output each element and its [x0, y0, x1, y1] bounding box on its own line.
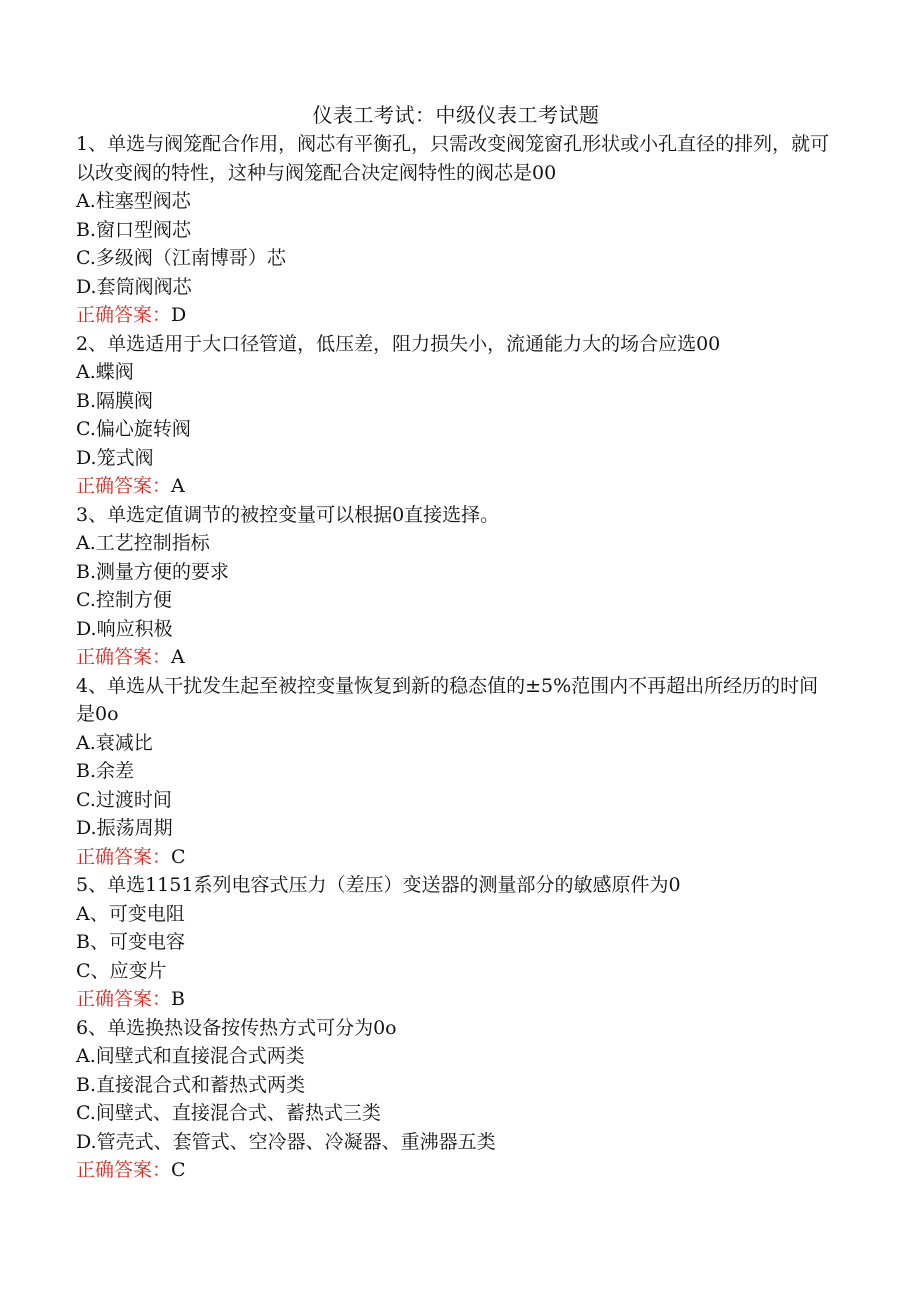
answer-value: A [171, 475, 185, 497]
answer-value: D [171, 304, 187, 326]
option-c: C、应变片 [76, 959, 167, 982]
answer-value: C [171, 1159, 186, 1181]
question-stem: 1、单选与阀笼配合作用，阀芯有平衡孔，只需改变阀笼窗孔形状或小孔直径的排列，就可以改变阀的特性，这种与阀笼配合决定阀特性的阀芯是00 [76, 133, 830, 184]
answer-label: 正确答案： [76, 988, 172, 1010]
option-a: A.柱塞型阀芯 [76, 190, 191, 212]
question-stem: 2、单选适用于大口径管道，低压差，阻力损失小，流通能力大的场合应选00 [76, 332, 721, 355]
option-d: D.套筒阀阀芯 [76, 275, 192, 298]
option-c: C.偏心旋转阀 [76, 418, 191, 440]
option-b: B、可变电容 [76, 931, 185, 953]
correct-answer [76, 472, 836, 501]
question-stem: 6、单选换热设备按传热方式可分为0o [76, 1016, 397, 1039]
question-6 [76, 1014, 836, 1185]
answer-label: 正确答案： [76, 304, 172, 326]
answer-value: C [171, 845, 186, 868]
answer-label: 正确答案： [76, 475, 172, 497]
question-4 [76, 672, 836, 872]
page-title: 仪表工考试：中级仪表工考试题 [312, 103, 600, 127]
correct-answer [76, 643, 836, 672]
option-d: D.响应积极 [76, 617, 173, 640]
answer-label: 正确答案： [76, 646, 172, 668]
correct-answer [76, 301, 836, 330]
question-1 [76, 130, 836, 330]
option-a: A、可变电阻 [76, 902, 185, 925]
correct-answer [76, 985, 836, 1014]
exam-page [76, 100, 836, 1185]
option-c: C.过渡时间 [76, 788, 172, 811]
option-b: B.隔膜阀 [76, 389, 154, 412]
option-b: B.测量方便的要求 [76, 560, 230, 583]
answer-value: A [171, 646, 185, 668]
option-d: D.笼式阀 [76, 446, 154, 469]
question-stem: 5、单选1151系列电容式压力（差压）变送器的测量部分的敏感原件为0 [76, 874, 681, 896]
option-b: B.窗口型阀芯 [76, 218, 192, 241]
option-b: B.余差 [76, 760, 135, 782]
option-d: D.管壳式、套管式、空冷器、冷凝器、重沸器五类 [76, 1130, 496, 1153]
answer-label: 正确答案： [76, 845, 172, 868]
option-c: C.控制方便 [76, 589, 172, 611]
option-d: D.振荡周期 [76, 817, 173, 839]
question-3 [76, 501, 836, 672]
answer-label: 正确答案： [76, 1159, 172, 1181]
option-b: B.直接混合式和蓄热式两类 [76, 1073, 306, 1096]
correct-answer [76, 1156, 836, 1185]
question-stem: 4、单选从干扰发生起至被控变量恢复到新的稳态值的±5%范围内不再超出所经历的时间是0o [76, 674, 819, 725]
option-a: A.间壁式和直接混合式两类 [76, 1045, 305, 1067]
option-a: A.工艺控制指标 [76, 532, 210, 554]
answer-value: B [171, 988, 185, 1010]
question-5 [76, 871, 836, 1014]
option-c: C.间壁式、直接混合式、蓄热式三类 [76, 1102, 381, 1124]
option-a: A.衰减比 [76, 731, 153, 754]
option-a: A.蝶阀 [76, 361, 134, 383]
correct-answer [76, 843, 836, 872]
option-c: C.多级阀（江南博哥）芯 [76, 247, 286, 269]
question-2 [76, 330, 836, 501]
question-stem: 3、单选定值调节的被控变量可以根据0直接选择。 [76, 503, 500, 526]
